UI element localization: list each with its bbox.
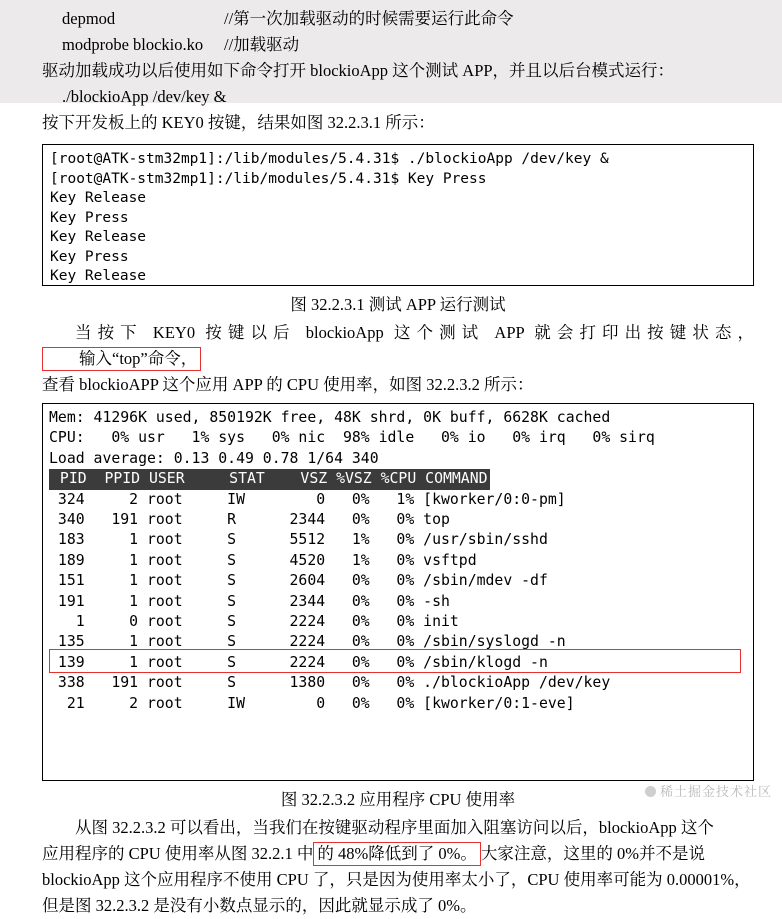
run-command: ./blockioApp /dev/key & <box>62 87 227 106</box>
table-row: 1 0 root S 2224 0% 0% init <box>49 613 459 631</box>
command-comment: //第一次加载驱动的时候需要运行此命令 <box>224 9 514 28</box>
cpu-line: CPU: 0% usr 1% sys 0% nic 98% idle 0% io 0% irq 0% sirq <box>49 429 655 447</box>
watermark <box>645 781 772 800</box>
watermark-text: 稀土掘金技术社区 <box>659 784 772 799</box>
terminal-line: Key Release <box>50 268 147 284</box>
paragraph-conclusion-3: blockioApp 这个应用程序不使用 CPU 了，只是因为使用率太小了，CPU 使用率可能为 0.00001%， <box>42 870 751 890</box>
table-row: 191 1 root S 2344 0% 0% -sh <box>49 592 450 610</box>
terminal-line: Key Press <box>50 248 129 265</box>
command-text: modprobe blockio.ko <box>62 35 204 54</box>
paragraph-text: 当按下 KEY0 按键以后 blockioApp 这个测试 APP 就会打印出按键状态， <box>75 323 754 342</box>
paragraph-open-app: 驱动加载成功以后使用如下命令打开 blockioApp 这个测试 APP，并且以后台模式运行： <box>42 61 675 80</box>
command-list <box>42 0 754 58</box>
paragraph-top-command <box>42 320 754 372</box>
process-table-header: PID PPID USER STAT VSZ %VSZ %CPU COMMAND <box>49 469 490 489</box>
command-row <box>42 32 754 58</box>
paragraph-conclusion-1: 从图 32.2.3.2 可以看出，当我们在按键驱动程序里面加入阻塞访问以后，blockioApp 这个 <box>75 818 714 838</box>
command-comment: //加载驱动 <box>224 35 300 54</box>
paragraph-press-key: 按下开发板上的 KEY0 按键，结果如图 32.2.3.1 所示： <box>42 113 435 132</box>
table-row: 189 1 root S 4520 1% 0% vsftpd <box>49 551 477 569</box>
paragraph-conclusion-4: 但是图 32.2.3.2 是没有小数点显示的，因此就显示成了 0%。 <box>42 896 477 916</box>
terminal-line: Key Release <box>50 229 147 245</box>
table-row: 21 2 root IW 0 0% 0% [kworker/0:1-eve] <box>49 694 575 712</box>
paragraph-conclusion-2 <box>42 841 754 867</box>
load-average-line: Load average: 0.13 0.49 0.78 1/64 340 <box>49 449 379 467</box>
command-row <box>42 6 754 32</box>
annotation-cpu-drop: 的 48%降低到了 0%。 <box>313 842 481 866</box>
figure1-caption: 图 32.2.3.1 测试 APP 运行测试 <box>290 295 506 314</box>
table-row: 324 2 root IW 0 0% 1% [kworker/0:0-pm] <box>49 490 566 508</box>
paragraph-text: 应用程序的 CPU 使用率从图 32.2.1 中 <box>42 844 314 864</box>
figure2-caption: 图 32.2.3.2 应用程序 CPU 使用率 <box>280 790 516 810</box>
terminal-output-figure1 <box>42 144 754 286</box>
table-row-blockioapp: 338 191 root S 1380 0% 0% ./blockioApp /dev/key <box>49 674 611 692</box>
table-row: 151 1 root S 2604 0% 0% /sbin/mdev -df <box>49 572 548 590</box>
terminal-output-figure2 <box>42 403 754 781</box>
watermark-logo-icon <box>645 786 656 797</box>
paragraph-text: 大家注意，这里的 0%并不是说 <box>480 844 705 864</box>
table-row: 340 191 root R 2344 0% 0% top <box>49 511 450 529</box>
terminal-line: Key Release <box>50 190 147 206</box>
table-row: 183 1 root S 5512 1% 0% /usr/sbin/sshd <box>49 531 548 549</box>
terminal-line: [root@ATK-stm32mp1]:/lib/modules/5.4.31$ Key Press <box>50 170 487 187</box>
annotation-top-command: 输入“top”命令， <box>42 347 201 371</box>
mem-line: Mem: 41296K used, 850192K free, 48K shrd, 0K buff, 6628K cached <box>49 409 611 426</box>
paragraph-cpu-usage: 查看 blockioAPP 这个应用 APP 的 CPU 使用率，如图 32.2.3.2 所示： <box>42 375 534 394</box>
terminal-line: Key Press <box>50 209 129 226</box>
command-text: depmod <box>62 9 116 28</box>
table-row: 139 1 root S 2224 0% 0% /sbin/klogd -n <box>49 653 548 671</box>
terminal-line: [root@ATK-stm32mp1]:/lib/modules/5.4.31$ ./blockioApp /dev/key & <box>50 151 609 167</box>
table-row: 135 1 root S 2224 0% 0% /sbin/syslogd -n <box>49 633 566 651</box>
